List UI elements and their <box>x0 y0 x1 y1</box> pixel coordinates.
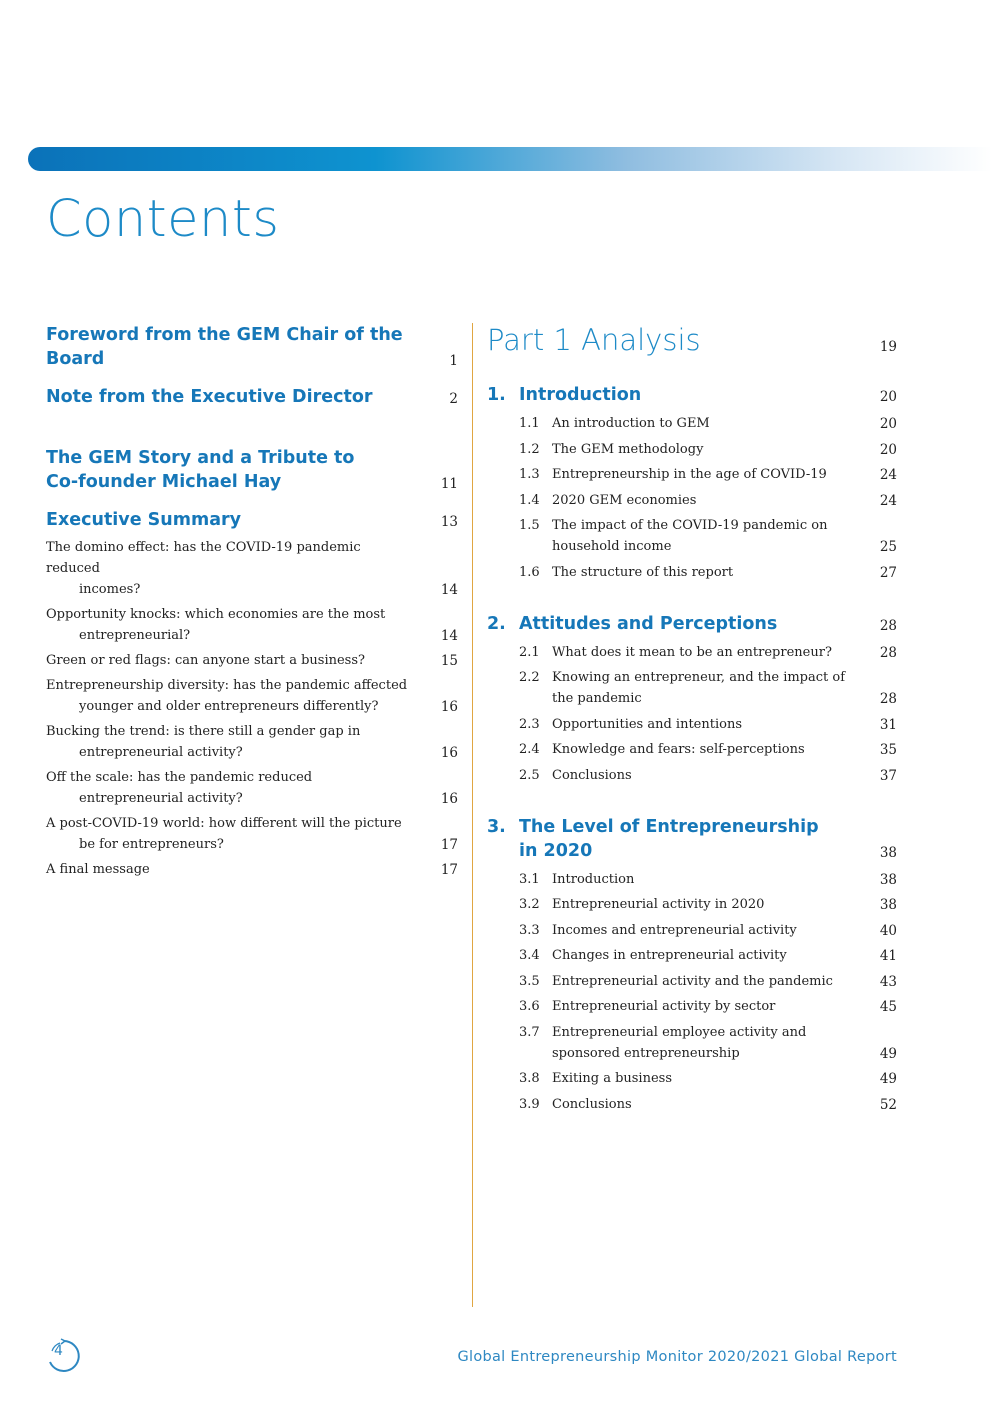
toc-page-number: 1 <box>449 353 458 369</box>
item-number: 2.5 <box>519 767 540 783</box>
toc-item[interactable] <box>487 894 897 915</box>
item-title: Exiting a business <box>552 1071 673 1086</box>
toc-page-number: 52 <box>879 1096 897 1113</box>
toc-item[interactable] <box>487 439 897 460</box>
item-title: Conclusions <box>552 1096 632 1112</box>
section-title: Introduction <box>519 385 642 405</box>
item-number: 1.6 <box>519 564 540 580</box>
toc-section-1[interactable] <box>487 383 897 407</box>
item-number: 3.3 <box>519 922 540 938</box>
item-title: Entrepreneurial activity in 2020 <box>552 897 765 912</box>
item-number: 3.6 <box>519 999 540 1014</box>
summary-item-text: Bucking the trend: is there still a gender gap in <box>46 724 361 739</box>
item-title: Entrepreneurial activity and the pandemic <box>552 973 833 989</box>
summary-item-text-cont: be for entrepreneurs? <box>79 837 224 852</box>
toc-page-number: 14 <box>440 628 458 644</box>
part-title: Part 1 Analysis <box>487 323 701 357</box>
summary-item-text: A post-COVID-19 world: how different will the picture <box>46 816 402 831</box>
summary-item-text-cont: younger and older entrepreneurs differently? <box>79 699 379 714</box>
section-number: 2. <box>487 613 506 634</box>
summary-item[interactable] <box>46 813 458 855</box>
item-number: 1.3 <box>519 467 540 482</box>
toc-item[interactable] <box>487 945 897 966</box>
summary-item-text: Off the scale: has the pandemic reduced <box>46 770 313 785</box>
toc-page-number: 20 <box>879 389 897 405</box>
toc-entry-executive-director[interactable] <box>46 385 458 409</box>
toc-page-number: 49 <box>879 1071 897 1087</box>
toc-item[interactable] <box>487 515 897 557</box>
item-title: Entrepreneurship in the age of COVID-19 <box>552 467 827 482</box>
item-number: 3.2 <box>519 897 540 912</box>
footer-report-title: Global Entrepreneurship Monitor 2020/2021 Global Report <box>457 1349 897 1365</box>
item-number: 3.8 <box>519 1071 540 1086</box>
summary-item[interactable] <box>46 650 458 671</box>
summary-item-text: Green or red flags: can anyone start a business? <box>46 653 365 668</box>
toc-entry-title: Note from the Executive Director <box>46 387 373 407</box>
toc-item[interactable] <box>487 714 897 735</box>
toc-page-number: 27 <box>879 564 897 581</box>
item-number: 3.1 <box>519 871 540 887</box>
toc-item[interactable] <box>487 490 897 511</box>
item-number: 1.1 <box>519 416 540 431</box>
toc-page-number: 17 <box>440 837 458 853</box>
toc-item[interactable] <box>487 562 897 583</box>
toc-item[interactable] <box>487 667 897 709</box>
section-2-items <box>487 642 897 786</box>
toc-page-number: 25 <box>879 539 897 555</box>
item-number: 1.2 <box>519 441 540 457</box>
toc-entry-executive-summary[interactable] <box>46 508 458 532</box>
item-number: 3.5 <box>519 973 540 989</box>
item-title: The structure of this report <box>552 564 734 580</box>
toc-entry-title: The GEM Story and a Tribute to Co-founder Michael Hay <box>46 448 355 492</box>
toc-page-number: 24 <box>879 467 897 483</box>
summary-item[interactable] <box>46 537 458 600</box>
toc-entry-title: Executive Summary <box>46 510 242 530</box>
toc-page-number: 13 <box>440 514 458 530</box>
item-number: 1.5 <box>519 518 540 533</box>
item-title: Changes in entrepreneurial activity <box>552 948 787 963</box>
item-number: 3.7 <box>519 1024 540 1040</box>
toc-page-number: 16 <box>440 791 458 807</box>
toc-page-number: 17 <box>440 862 458 878</box>
summary-item-text: The domino effect: has the COVID-19 pandemic reduced <box>46 540 361 576</box>
item-title: An introduction to GEM <box>552 416 710 431</box>
toc-page-number: 41 <box>879 948 897 964</box>
toc-page-number: 45 <box>879 999 897 1015</box>
item-title: Entrepreneurial employee activity and sponsored entrepreneurship <box>552 1024 807 1061</box>
section-number: 3. <box>487 816 506 837</box>
item-title: The GEM methodology <box>552 441 704 457</box>
toc-page-number: 24 <box>879 492 897 509</box>
right-column <box>487 323 897 1119</box>
item-title: What does it mean to be an entrepreneur? <box>552 644 832 660</box>
column-divider <box>472 323 473 1307</box>
toc-page-number: 31 <box>879 716 897 733</box>
toc-entry-title: Foreword from the GEM Chair of the Board <box>46 325 403 369</box>
section-title: The Level of Entrepreneurship in 2020 <box>519 816 819 861</box>
item-title: Conclusions <box>552 767 632 783</box>
toc-page-number: 49 <box>879 1045 897 1062</box>
toc-page-number: 20 <box>879 441 897 458</box>
section-1-items <box>487 413 897 583</box>
item-number: 2.2 <box>519 670 540 685</box>
toc-section-2[interactable] <box>487 612 897 636</box>
toc-page-number: 15 <box>440 653 458 669</box>
item-title: 2020 GEM economies <box>552 492 697 508</box>
toc-item[interactable] <box>487 765 897 786</box>
page-number: 4 <box>54 1343 63 1359</box>
item-number: 2.4 <box>519 742 540 757</box>
toc-entry-foreword[interactable] <box>46 323 458 371</box>
section-title: Attitudes and Perceptions <box>519 613 778 634</box>
page-title: Contents <box>46 190 280 249</box>
toc-page-number: 38 <box>879 844 897 861</box>
toc-section-3[interactable] <box>487 815 897 863</box>
toc-page-number: 16 <box>440 745 458 761</box>
summary-item-text: Entrepreneurship diversity: has the pandemic affected <box>46 678 408 693</box>
toc-item[interactable] <box>487 869 897 890</box>
toc-page-number: 2 <box>449 391 458 407</box>
summary-item[interactable] <box>46 604 458 646</box>
summary-item-text-cont: entrepreneurial activity? <box>79 791 243 806</box>
toc-page-number: 11 <box>440 476 458 492</box>
toc-item[interactable] <box>487 971 897 992</box>
summary-item-text-cont: incomes? <box>79 582 141 597</box>
summary-item[interactable] <box>46 859 458 880</box>
toc-item[interactable] <box>487 739 897 760</box>
item-number: 2.3 <box>519 716 540 732</box>
toc-page-number: 28 <box>879 691 897 707</box>
toc-item[interactable] <box>487 1022 897 1064</box>
toc-part-1[interactable] <box>487 323 897 357</box>
summary-item-text-cont: entrepreneurial activity? <box>79 745 243 760</box>
summary-item-text: Opportunity knocks: which economies are the most <box>46 607 386 622</box>
left-column <box>46 323 458 884</box>
page-badge-circle-icon <box>46 1338 82 1374</box>
toc-page-number: 16 <box>440 699 458 715</box>
item-number: 3.4 <box>519 948 540 963</box>
item-title: The impact of the COVID-19 pandemic on household income <box>552 518 828 554</box>
toc-item[interactable] <box>487 413 897 434</box>
item-title: Incomes and entrepreneurial activity <box>552 922 797 938</box>
item-title: Introduction <box>552 871 635 887</box>
toc-item[interactable] <box>487 996 897 1017</box>
toc-item[interactable] <box>487 920 897 941</box>
summary-item-text: A final message <box>46 862 150 877</box>
item-number: 1.4 <box>519 492 540 508</box>
summary-item-text-cont: entrepreneurial? <box>79 628 191 643</box>
item-title: Knowing an entrepreneur, and the impact of the pandemic <box>552 670 846 706</box>
summary-item[interactable] <box>46 721 458 763</box>
item-number: 2.1 <box>519 644 540 660</box>
toc-page-number: 38 <box>879 871 897 888</box>
toc-item[interactable] <box>487 1068 897 1089</box>
section-3-items <box>487 869 897 1115</box>
toc-item[interactable] <box>487 464 897 485</box>
toc-page-number: 28 <box>879 617 897 634</box>
item-number: 3.9 <box>519 1096 540 1112</box>
toc-page-number: 37 <box>879 767 897 784</box>
toc-page-number: 38 <box>879 897 897 913</box>
summary-list <box>46 537 458 880</box>
toc-page-number: 19 <box>879 339 897 355</box>
toc-item[interactable] <box>487 1094 897 1115</box>
section-number: 1. <box>487 385 506 405</box>
item-title: Opportunities and intentions <box>552 716 742 732</box>
summary-item[interactable] <box>46 675 458 717</box>
toc-page-number: 43 <box>879 973 897 990</box>
toc-page-number: 28 <box>879 644 897 661</box>
item-title: Knowledge and fears: self-perceptions <box>552 742 805 757</box>
toc-page-number: 35 <box>879 742 897 758</box>
toc-page-number: 20 <box>879 416 897 432</box>
toc-entry-gem-story[interactable] <box>46 446 458 494</box>
header-gradient-band <box>28 147 992 171</box>
item-title: Entrepreneurial activity by sector <box>552 999 776 1014</box>
toc-page-number: 14 <box>440 582 458 598</box>
summary-item[interactable] <box>46 767 458 809</box>
toc-page-number: 40 <box>879 922 897 939</box>
toc-item[interactable] <box>487 642 897 663</box>
